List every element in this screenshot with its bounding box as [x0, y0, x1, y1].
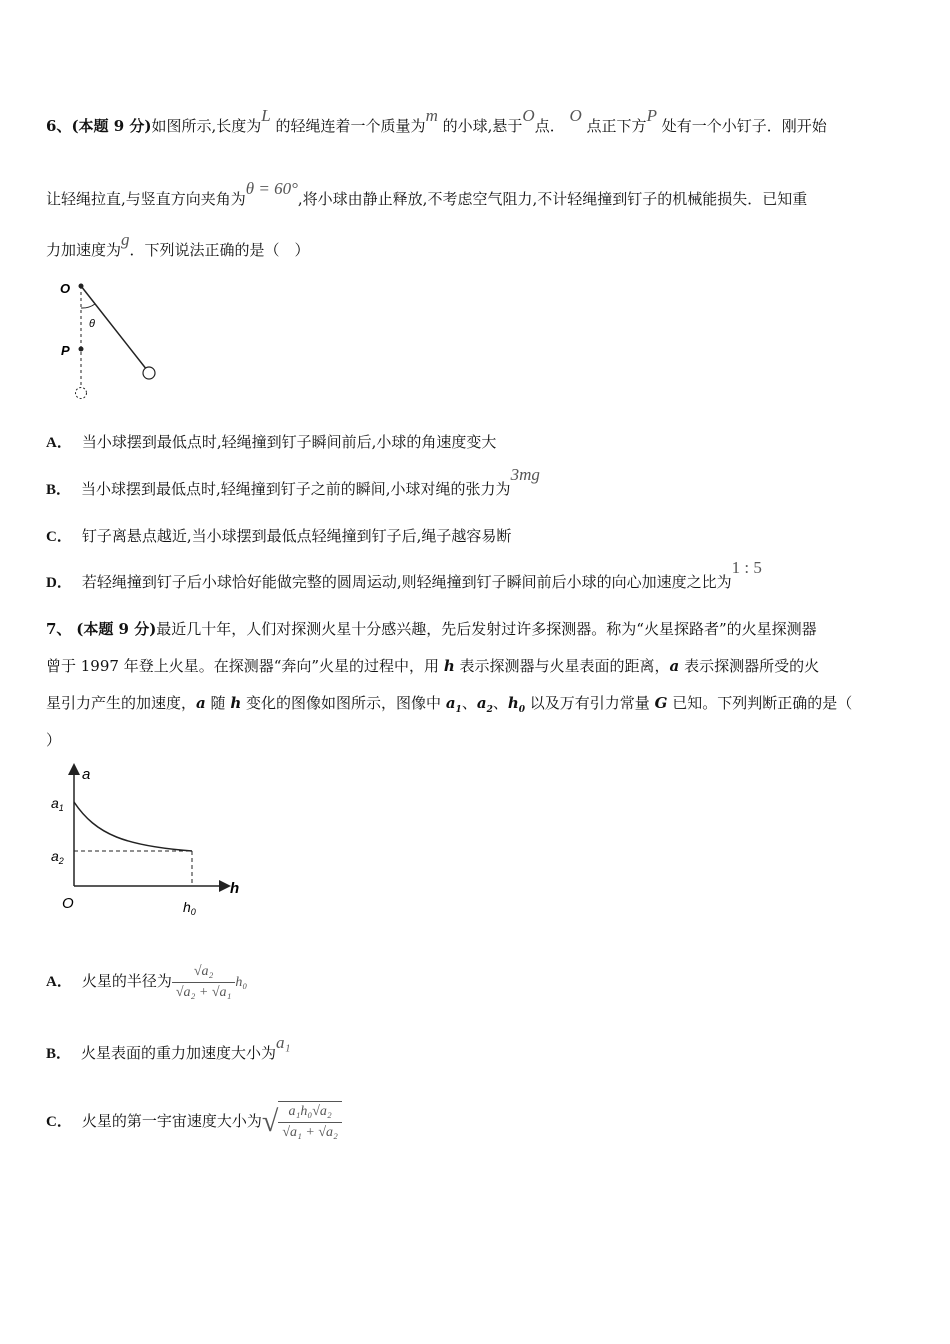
q6-text-1: 如图所示,长度为	[151, 117, 262, 135]
origin-label: O	[62, 895, 74, 912]
q6-var-g: g	[121, 230, 130, 249]
q7-line-1	[46, 619, 817, 639]
q6-option-C-label: C．	[46, 529, 72, 545]
fig-label-O: O	[60, 281, 71, 296]
q6-var-O1: O	[522, 106, 535, 125]
q7-option-A-denominator: √a₂ + √a₁	[175, 984, 232, 1000]
q7-text-3b: 随	[210, 694, 226, 712]
q7-var-a2: $a_2$	[476, 694, 493, 715]
q6-option-B	[46, 465, 540, 500]
q7-text-3f: 已知。下列判断正确的是（	[672, 694, 853, 712]
ball	[143, 367, 155, 379]
q7-text-3c: 变化的图像如图所示，图像中	[246, 694, 442, 712]
q6-option-C-text: 钉子离悬点越近,当小球摆到最低点轻绳撞到钉子后,绳子越容易断	[81, 527, 512, 545]
q7-option-C-numerator: a₁h₀√a₂	[278, 1102, 342, 1123]
q7-text-4: ）	[46, 731, 62, 749]
q6-score: (本题 9 分)	[71, 117, 152, 135]
q6-text-8: ,将小球由静止释放,不考虑空气阻力,不计轻绳撞到钉子的机械能损失．已知重	[297, 190, 808, 208]
q6-option-A	[46, 432, 496, 453]
q7-option-B-text: 火星表面的重力加速度大小为	[81, 1044, 277, 1062]
q7-text-2a: 曾于 1997 年登上火星。在探测器“奔向”火星的过程中，用	[46, 657, 440, 675]
q7-line-2	[46, 656, 819, 676]
q6-option-B-math: 3mg	[510, 465, 540, 484]
angle-arc	[81, 304, 95, 308]
q7-var-h-2: h	[230, 694, 242, 712]
q7-option-A-label: A．	[46, 974, 72, 990]
sqrt-symbol: √	[261, 1105, 279, 1138]
q7-option-C-denominator: √a₁ + √a₂	[282, 1125, 338, 1140]
q6-var-L: L	[261, 106, 271, 125]
q7-sep-1: 、	[461, 694, 477, 712]
q6-text-6: 处有一个小钉子．刚开始	[661, 117, 827, 135]
q7-option-A	[46, 956, 247, 1008]
q7-var-G: G	[654, 694, 668, 712]
q6-option-D-text: 若轻绳撞到钉子后小球恰好能做完整的圆周运动,则轻绳撞到钉子瞬间前后小球的向心加速度之比为	[81, 573, 732, 591]
q7-option-C-fraction	[278, 1101, 342, 1143]
q7-text-2b: 表示探测器与火星表面的距离，	[459, 657, 670, 675]
q6-text-9: 力加速度为	[46, 241, 122, 259]
q7-var-h0: $h_0$	[507, 694, 526, 715]
q7-text-3a: 星引力产生的加速度，	[46, 694, 197, 712]
ghost-ball	[76, 388, 87, 399]
q6-option-A-text: 当小球摆到最低点时,轻绳撞到钉子瞬间前后,小球的角速度变大	[81, 433, 497, 451]
q6-var-P: P	[646, 106, 657, 125]
q6-text-3: 的小球,悬于	[442, 117, 523, 135]
q7-line-3	[46, 693, 852, 720]
q7-number: 7、	[46, 620, 72, 638]
q6-text-5: 点正下方	[586, 117, 647, 135]
q7-option-A-text: 火星的半径为	[81, 972, 172, 990]
q6-line-2	[46, 179, 808, 209]
q7-option-A-fraction	[172, 962, 236, 1003]
q6-option-D	[46, 558, 762, 593]
q7-option-B	[46, 1033, 291, 1064]
q6-var-m: m	[425, 106, 438, 125]
q7-text-1: 最近几十年，人们对探测火星十分感兴趣，先后发射过许多探测器。称为“火星探路者”的火星探测器	[156, 620, 817, 638]
q6-line-3	[46, 230, 310, 260]
q6-option-B-text: 当小球摆到最低点时,轻绳撞到钉子之前的瞬间,小球对绳的张力为	[81, 480, 511, 498]
q7-option-C	[46, 1096, 342, 1147]
q7-line-4	[46, 730, 61, 750]
q7-option-C-text: 火星的第一宇宙速度大小为	[81, 1112, 262, 1130]
q6-text-2: 的轻绳连着一个质量为	[275, 117, 426, 135]
q7-text-2c: 表示探测器所受的火	[684, 657, 820, 675]
q7-option-B-label: B．	[46, 1046, 72, 1062]
tick-label-h0: $h_0$	[183, 899, 196, 917]
a-h-curve	[74, 802, 192, 851]
q6-var-O2: O	[569, 106, 582, 125]
q7-var-a-2: a	[196, 694, 206, 712]
q6-option-A-label: A．	[46, 435, 72, 451]
q7-var-h: h	[443, 657, 455, 675]
tick-label-a2: $a_2$	[51, 848, 64, 866]
fig-label-theta: θ	[89, 318, 95, 330]
q7-score: (本题 9 分)	[76, 620, 157, 638]
axis-label-h: h	[230, 880, 240, 897]
q7-option-A-tail: h₀	[235, 975, 248, 990]
q7-option-A-numerator: √a₂	[172, 962, 236, 983]
q7-var-a: a	[669, 657, 680, 675]
q6-text-10: ．下列说法正确的是（ ）	[129, 241, 310, 259]
q6-text-4: 点．	[534, 117, 565, 135]
tick-label-a1: $a_1$	[51, 795, 64, 813]
q7-sep-2: 、	[492, 694, 508, 712]
q6-number: 6、	[46, 117, 72, 135]
nail-point	[79, 347, 84, 352]
q7-text-3e: 以及万有引力常量	[529, 694, 650, 712]
q6-option-D-math: 1 : 5	[731, 558, 762, 577]
q6-theta-eq: θ = 60°	[245, 179, 298, 198]
q7-var-a1: $a_1$	[445, 694, 462, 715]
q6-line-1	[46, 106, 827, 136]
q6-option-C	[46, 526, 511, 547]
q6-option-D-label: D．	[46, 575, 72, 591]
q6-text-7: 让轻绳拉直,与竖直方向夹角为	[46, 190, 246, 208]
q7-option-B-math: a₁	[276, 1033, 291, 1052]
fig-label-P: P	[61, 343, 70, 358]
axis-label-a: a	[82, 766, 91, 783]
q6-option-B-label: B．	[46, 482, 72, 498]
a-h-graph	[46, 760, 246, 920]
q7-option-C-label: C．	[46, 1114, 72, 1130]
pendulum-figure	[52, 278, 172, 404]
